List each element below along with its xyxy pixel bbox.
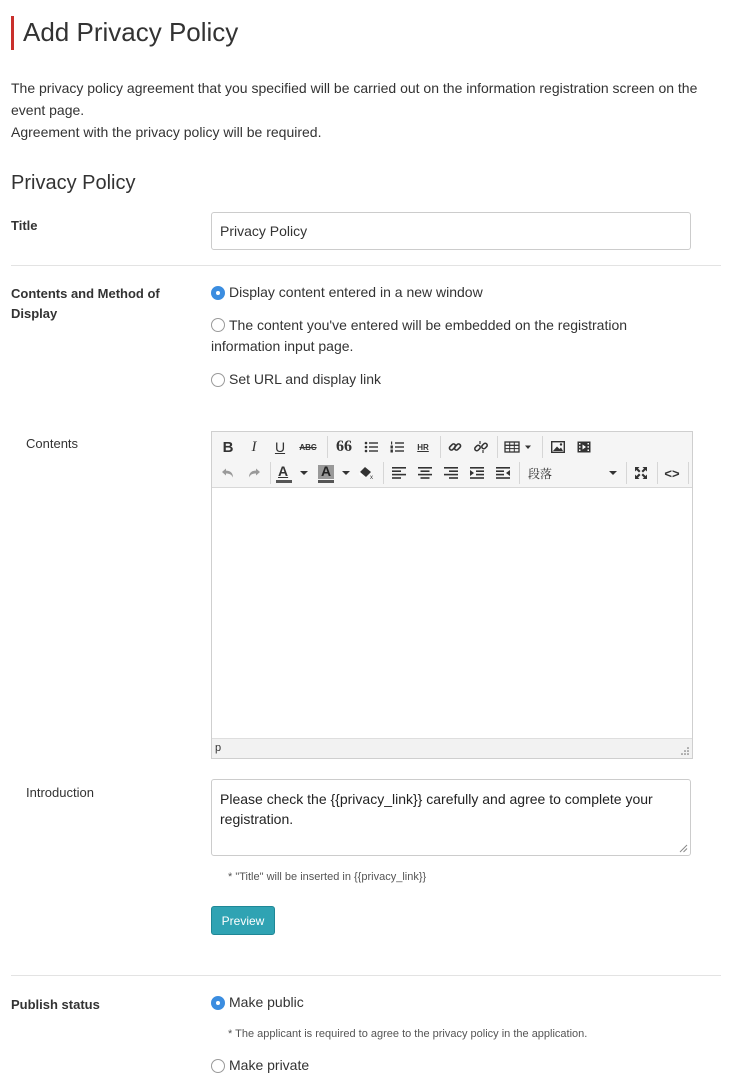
blockquote-icon[interactable]: 66 [336, 438, 352, 455]
title-input[interactable] [211, 212, 691, 250]
method-label: Contents and Method of Display [11, 286, 160, 321]
fullscreen-icon[interactable] [630, 461, 652, 485]
radio-unchecked[interactable] [211, 318, 225, 332]
introduction-label: Introduction [26, 785, 94, 800]
horizontal-rule-icon[interactable]: HR [417, 442, 429, 452]
method-option-label: The content you've entered will be embedded on the registration information input page. [211, 317, 628, 354]
element-path: p [215, 742, 222, 754]
introduction-textarea[interactable] [211, 779, 691, 856]
unlink-icon[interactable] [470, 435, 492, 459]
redo-icon[interactable] [244, 461, 264, 485]
background-color-icon[interactable]: A [316, 461, 354, 485]
align-right-icon[interactable] [440, 461, 462, 485]
align-left-icon[interactable] [388, 461, 410, 485]
publish-note: * The applicant is required to agree to the privacy policy in the application. [228, 1028, 588, 1040]
radio-checked[interactable] [211, 996, 225, 1010]
introduction-text: Please check the {{privacy_link}} carefully and agree to complete your registration. [220, 791, 653, 827]
radio-checked[interactable] [211, 286, 225, 300]
video-icon[interactable] [573, 435, 595, 459]
method-option-label: Set URL and display link [229, 371, 382, 387]
source-code-icon[interactable]: <> [664, 465, 680, 481]
introduction-note: * "Title" will be inserted in {{privacy_link}} [228, 871, 427, 883]
text-color-icon[interactable]: A [274, 461, 312, 485]
bold-icon[interactable]: B [222, 438, 234, 456]
description-line-1: The privacy policy agreement that you specified will be carried out on the information registration screen on the event page. [11, 80, 698, 118]
radio-unchecked[interactable] [211, 1059, 225, 1073]
undo-icon[interactable] [218, 461, 238, 485]
resize-grip-icon[interactable] [678, 843, 688, 853]
toolbar-separator [542, 436, 543, 458]
strikethrough-icon[interactable]: ABC [299, 442, 317, 452]
italic-icon[interactable]: I [251, 438, 257, 455]
resize-grip-icon[interactable] [680, 746, 690, 756]
publish-option-public[interactable] [211, 992, 691, 1013]
toolbar-separator [519, 462, 520, 484]
toolbar-separator [497, 436, 498, 458]
table-icon[interactable] [502, 435, 536, 459]
method-option-label: Display content entered in a new window [229, 284, 483, 300]
radio-unchecked[interactable] [211, 373, 225, 387]
method-option-new-window[interactable] [211, 282, 691, 303]
toolbar-separator [270, 462, 271, 484]
numbered-list-icon[interactable] [386, 435, 408, 459]
publish-option-label: Make public [229, 994, 304, 1010]
publish-status-label: Publish status [11, 997, 100, 1012]
bulleted-list-icon[interactable] [360, 435, 382, 459]
link-icon[interactable] [444, 435, 466, 459]
description-line-2: Agreement with the privacy policy will be required. [11, 124, 322, 140]
divider [11, 265, 721, 266]
divider [11, 975, 721, 976]
publish-option-label: Make private [229, 1057, 310, 1073]
method-option-url[interactable] [211, 369, 691, 390]
preview-button[interactable]: Preview [211, 906, 275, 935]
image-icon[interactable] [547, 435, 569, 459]
rich-text-editor[interactable] [211, 431, 693, 759]
section-title: Privacy Policy [11, 172, 136, 194]
underline-icon[interactable]: U [274, 439, 286, 455]
toolbar-separator [626, 462, 627, 484]
title-label: Title [11, 218, 38, 233]
title-accent-bar [11, 16, 14, 50]
contents-label: Contents [26, 436, 79, 451]
outdent-icon[interactable] [492, 461, 514, 485]
indent-icon[interactable] [466, 461, 488, 485]
align-center-icon[interactable] [414, 461, 436, 485]
chevron-down-icon [608, 469, 618, 477]
toolbar-separator [688, 462, 689, 484]
paragraph-format-select[interactable] [524, 461, 622, 485]
page-title: Add Privacy Policy [23, 17, 239, 47]
editor-statusbar [212, 738, 692, 758]
publish-option-private[interactable] [211, 1055, 691, 1076]
toolbar-separator [383, 462, 384, 484]
editor-toolbar [212, 432, 692, 488]
paragraph-format-value: 段落 [528, 466, 553, 481]
toolbar-separator [657, 462, 658, 484]
toolbar-separator [327, 436, 328, 458]
method-option-embedded[interactable] [211, 315, 691, 357]
page-description [11, 77, 716, 143]
svg-text:x: x [370, 475, 373, 480]
editor-content-area[interactable] [212, 488, 692, 738]
clear-format-icon[interactable] [356, 461, 378, 485]
toolbar-separator [440, 436, 441, 458]
